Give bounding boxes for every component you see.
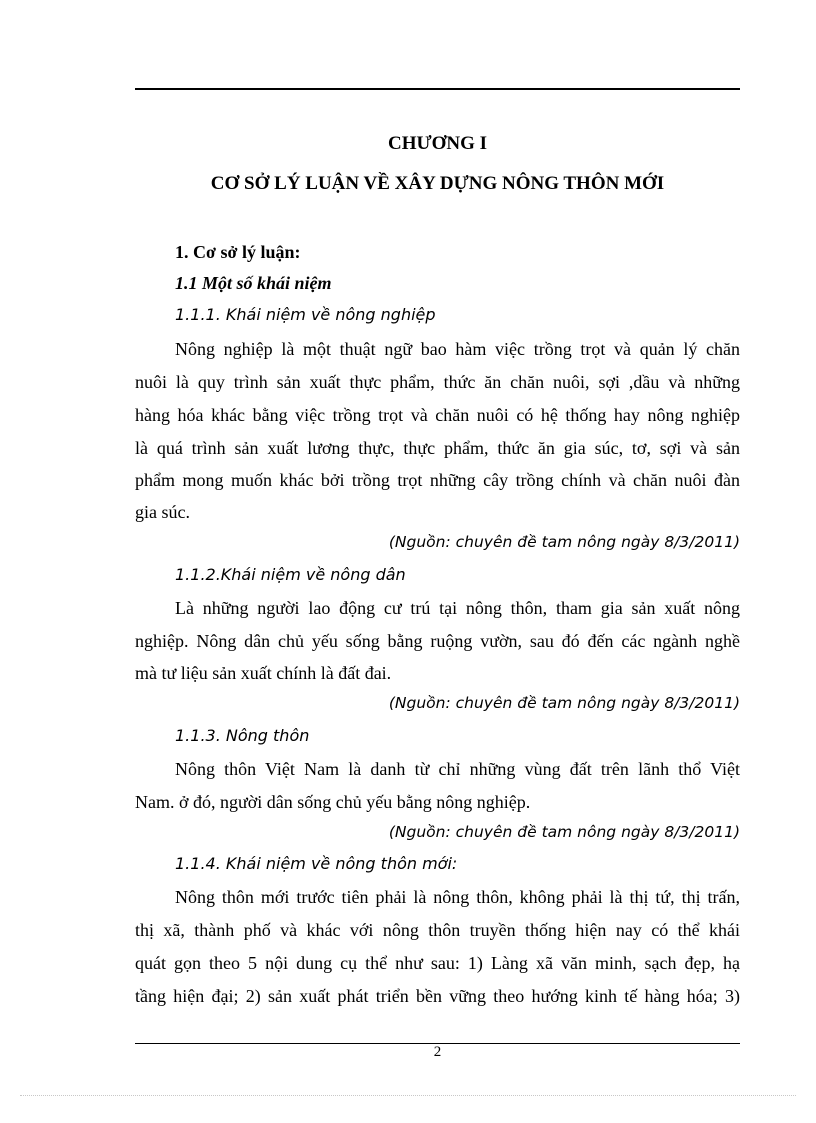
source-citation: (Nguồn: chuyên đề tam nông ngày 8/3/2011) [388, 533, 740, 551]
source-citation: (Nguồn: chuyên đề tam nông ngày 8/3/2011) [388, 694, 740, 712]
subsection-heading-1-1-3: 1.1.3. Nông thôn [175, 726, 310, 745]
paragraph-line: tầng hiện đại; 2) sản xuất phát triển bền vững theo hướng kinh tế hàng hóa; 3) [135, 986, 740, 1006]
chapter-title: CƠ SỞ LÝ LUẬN VỀ XÂY DỰNG NÔNG THÔN MỚI [210, 173, 665, 194]
paragraph-line: mà tư liệu sản xuất chính là đất đai. [135, 663, 392, 683]
page-break-indicator [20, 1095, 796, 1096]
subsection-heading-1-1-2: 1.1.2.Khái niệm về nông dân [175, 565, 406, 584]
paragraph-line: quát gọn theo 5 nội dung cụ thể như sau: 1) Làng xã văn minh, sạch đẹp, hạ [135, 953, 740, 973]
subsection-heading-1-1-4: 1.1.4. Khái niệm về nông thôn mới: [175, 854, 458, 873]
paragraph-line: nghiệp. Nông dân chủ yếu sống bằng ruộng vườn, sau đó đến các ngành nghề [135, 631, 740, 651]
section-heading-1: 1. Cơ sở lý luận: [175, 242, 301, 262]
page-number: 2 [433, 1044, 442, 1060]
paragraph-line: thị xã, thành phố và khác với nông thôn truyền thống hiện nay có thể khái [135, 920, 740, 940]
paragraph-line: gia súc. [135, 502, 190, 522]
paragraph-line: Nông nghiệp là một thuật ngữ bao hàm việc trồng trọt và quản lý chăn [175, 339, 740, 359]
chapter-label: CHƯƠNG I [387, 133, 488, 154]
paragraph-line: Nông thôn mới trước tiên phải là nông thôn, không phải là thị tứ, thị trấn, [175, 887, 740, 907]
source-citation: (Nguồn: chuyên đề tam nông ngày 8/3/2011) [388, 823, 740, 841]
paragraph-line: Nông thôn Việt Nam là danh từ chỉ những vùng đất trên lãnh thổ Việt [175, 759, 740, 779]
paragraph-line: hàng hóa khác bằng việc trồng trọt và chăn nuôi có hệ thống hay nông nghiệp [135, 405, 740, 425]
section-heading-1-1: 1.1 Một số khái niệm [175, 273, 332, 293]
subsection-heading-1-1-1: 1.1.1. Khái niệm về nông nghiệp [175, 305, 436, 324]
paragraph-line: là quá trình sản xuất lương thực, thực phẩm, thức ăn gia súc, tơ, sợi và sản [135, 438, 740, 458]
header-rule [135, 88, 740, 90]
paragraph-line: phẩm mong muốn khác bởi trồng trọt những cây trồng chính và chăn nuôi đàn [135, 470, 740, 490]
paragraph-line: nuôi là quy trình sản xuất thực phẩm, thức ăn chăn nuôi, sợi ,dầu và những [135, 372, 740, 392]
paragraph-line: Là những người lao động cư trú tại nông thôn, tham gia sản xuất nông [175, 598, 740, 618]
paragraph-line: Nam. ở đó, người dân sống chủ yếu bằng nông nghiệp. [135, 792, 531, 812]
